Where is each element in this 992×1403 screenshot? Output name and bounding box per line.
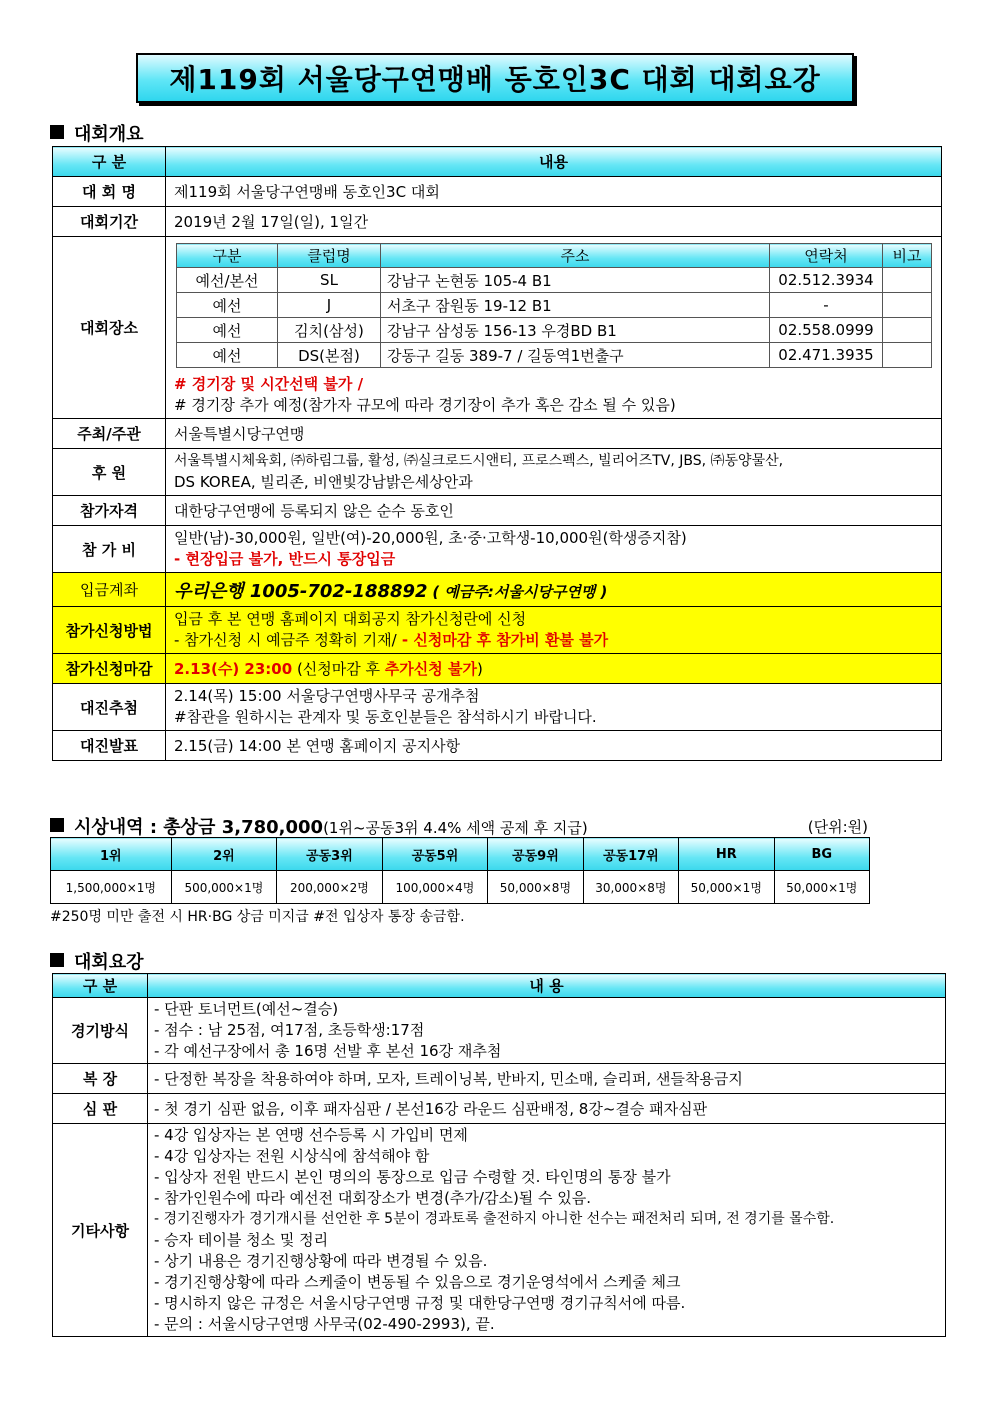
prize-value: 50,000×1명 bbox=[774, 871, 870, 904]
venue-head-club: 클럽명 bbox=[278, 244, 381, 268]
name-label: 대 회 명 bbox=[53, 177, 166, 207]
overview-head-category: 구 분 bbox=[53, 147, 166, 177]
prize-head: 공동5위 bbox=[382, 838, 488, 871]
document-title: 제119회 서울당구연맹배 동호인3C 대회 대회요강 bbox=[169, 63, 821, 96]
prize-head: 공동17위 bbox=[583, 838, 678, 871]
venue-head-tel: 연락처 bbox=[770, 244, 883, 268]
prize-value: 200,000×2명 bbox=[277, 871, 383, 904]
sponsor-value: 서울특별시체육회, ㈜하림그룹, 활성, ㈜실크로드시앤티, 프로스펙스, 빌리어즈TV, JBS, ㈜동양물산, DS KOREA, 빌리존, 비앤빛강남밝은세상안과 bbox=[166, 449, 942, 496]
etc-label: 기타사항 bbox=[53, 1124, 148, 1337]
venue-head-address: 주소 bbox=[381, 244, 770, 268]
prize-head: HR bbox=[679, 838, 774, 871]
prize-heading: 시상내역 : 총상금 3,780,000(1위~공동3위 4.4% 세액 공제 후 지급) (단위:원) bbox=[50, 813, 870, 839]
deadline-label: 참가신청마감 bbox=[53, 654, 166, 684]
method-label: 경기방식 bbox=[53, 998, 148, 1064]
fee-value: 일반(남)-30,000원, 일반(여)-20,000원, 초·중·고학생-10,000원(학생증지참) - 현장입금 불가, 반드시 통장입금 bbox=[166, 526, 942, 573]
square-bullet-icon bbox=[50, 125, 64, 139]
overview-table bbox=[52, 146, 942, 761]
deadline-value: 2.13(수) 23:00 (신청마감 후 추가신청 불가) bbox=[166, 654, 942, 684]
prize-head: 1위 bbox=[51, 838, 172, 871]
venue-label: 대회장소 bbox=[53, 237, 166, 419]
venue-note: # 경기장 추가 예정(참가자 규모에 따라 경기장이 추가 혹은 감소 될 수 있음) bbox=[174, 396, 676, 414]
prize-head: 공동9위 bbox=[488, 838, 583, 871]
prize-value: 1,500,000×1명 bbox=[51, 871, 172, 904]
account-label: 입금계좌 bbox=[53, 573, 166, 607]
referee-label: 심 판 bbox=[53, 1094, 148, 1124]
prize-table bbox=[50, 837, 870, 904]
venue-head-note: 비고 bbox=[883, 244, 932, 268]
prize-value: 500,000×1명 bbox=[171, 871, 277, 904]
apply-value: 입금 후 본 연맹 홈페이지 대회공지 참가신청란에 신청 - 참가신청 시 예금주 정확히 기재/ - 신청마감 후 참가비 환불 불가 bbox=[166, 607, 942, 654]
prize-value: 50,000×8명 bbox=[488, 871, 583, 904]
host-label: 주최/주관 bbox=[53, 419, 166, 449]
prize-value: 50,000×1명 bbox=[679, 871, 774, 904]
rules-head-content: 내 용 bbox=[148, 974, 946, 998]
announce-value: 2.15(금) 14:00 본 연맹 홈페이지 공지사항 bbox=[166, 731, 942, 761]
document-title-box bbox=[136, 53, 854, 103]
dress-value: - 단정한 복장을 착용하여야 하며, 모자, 트레이닝복, 반바지, 민소매, 슬리퍼, 샌들착용금지 bbox=[148, 1064, 946, 1094]
overview-head-content: 내용 bbox=[166, 147, 942, 177]
qualification-label: 참가자격 bbox=[53, 496, 166, 526]
dress-label: 복 장 bbox=[53, 1064, 148, 1094]
name-value: 제119회 서울당구연맹배 동호인3C 대회 bbox=[166, 177, 942, 207]
square-bullet-icon bbox=[50, 953, 64, 967]
rules-table bbox=[52, 973, 946, 1337]
prize-unit: (단위:원) bbox=[807, 818, 868, 836]
prize-head: BG bbox=[774, 838, 870, 871]
apply-label: 참가신청방법 bbox=[53, 607, 166, 654]
rules-head-category: 구 분 bbox=[53, 974, 148, 998]
referee-value: - 첫 경기 심판 없음, 이후 패자심판 / 본선16강 라운드 심판배정, 8강~결승 패자심판 bbox=[148, 1094, 946, 1124]
period-value: 2019년 2월 17일(일), 1일간 bbox=[166, 207, 942, 237]
venue-table bbox=[176, 243, 932, 368]
prize-head: 2위 bbox=[171, 838, 277, 871]
venue-row: 예선 김치(삼성) 강남구 삼성동 156-13 우경BD B1 02.558.0999 bbox=[177, 318, 932, 343]
account-value: 우리은행 1005-702-188892 ( 예금주:서울시당구연맹 ) bbox=[166, 573, 942, 607]
qualification-value: 대한당구연맹에 등록되지 않은 순수 동호인 bbox=[166, 496, 942, 526]
venue-row: 예선 DS(본점) 강동구 길동 389-7 / 길동역1번출구 02.471.3935 bbox=[177, 343, 932, 368]
announce-label: 대진발표 bbox=[53, 731, 166, 761]
prize-head: 공동3위 bbox=[277, 838, 383, 871]
host-value: 서울특별시당구연맹 bbox=[166, 419, 942, 449]
venue-row: 예선 J 서초구 잠원동 19-12 B1 - bbox=[177, 293, 932, 318]
venue-head-type: 구분 bbox=[177, 244, 278, 268]
square-bullet-icon bbox=[50, 818, 64, 832]
fee-label: 참 가 비 bbox=[53, 526, 166, 573]
prize-value: 30,000×8명 bbox=[583, 871, 678, 904]
venue-note-red: # 경기장 및 시간선택 불가 / bbox=[174, 375, 364, 393]
draw-value: 2.14(목) 15:00 서울당구연맹사무국 공개추첨 #참관을 원하시는 관계자 및 동호인분들은 참석하시기 바랍니다. bbox=[166, 684, 942, 731]
section-overview-heading: 대회개요 bbox=[50, 120, 144, 146]
section-rules-heading: 대회요강 bbox=[50, 948, 144, 974]
period-label: 대회기간 bbox=[53, 207, 166, 237]
sponsor-label: 후 원 bbox=[53, 449, 166, 496]
draw-label: 대진추첨 bbox=[53, 684, 166, 731]
prize-note: #250명 미만 출전 시 HR·BG 상금 미지급 #전 입상자 통장 송금함. bbox=[50, 909, 465, 925]
venue-cell bbox=[166, 237, 942, 419]
etc-value: - 4강 입상자는 본 연맹 선수등록 시 가입비 면제 - 4강 입상자는 전원 시상식에 참석해야 함 - 입상자 전원 반드시 본인 명의의 통장으로 입금 수령할 것. 타인명의 통장 불가 - 참가인원수에 따라 예선전 대회장소가 변경(추가/감소)될 수 있음. - 경기진행자가 경기개시를 선언한 후 5분이 경과토록 출전하지 아니한 선수는 패전처리 되며, 전 경기를 몰수함. - 승자 테이블 청소 및 정리 - 상기 내용은 경기진행상황에 따라 변경될 수 있음. - 경기진행상황에 따라 스케줄이 변동될 수 있음으로 경기운영석에서 스케줄 체크 - 명시하지 않은 규정은 서울시당구연맹 규정 및 대한당구연맹 경기규칙서에 따름. - 문의 : 서울시당구연맹 사무국(02-490-2993), 끝. bbox=[148, 1124, 946, 1337]
venue-row: 예선/본선 SL 강남구 논현동 105-4 B1 02.512.3934 bbox=[177, 268, 932, 293]
prize-value: 100,000×4명 bbox=[382, 871, 488, 904]
method-value: - 단판 토너먼트(예선~결승) - 점수 : 남 25점, 여17점, 초등학생:17점 - 각 예선구장에서 총 16명 선발 후 본선 16강 재추첨 bbox=[148, 998, 946, 1064]
